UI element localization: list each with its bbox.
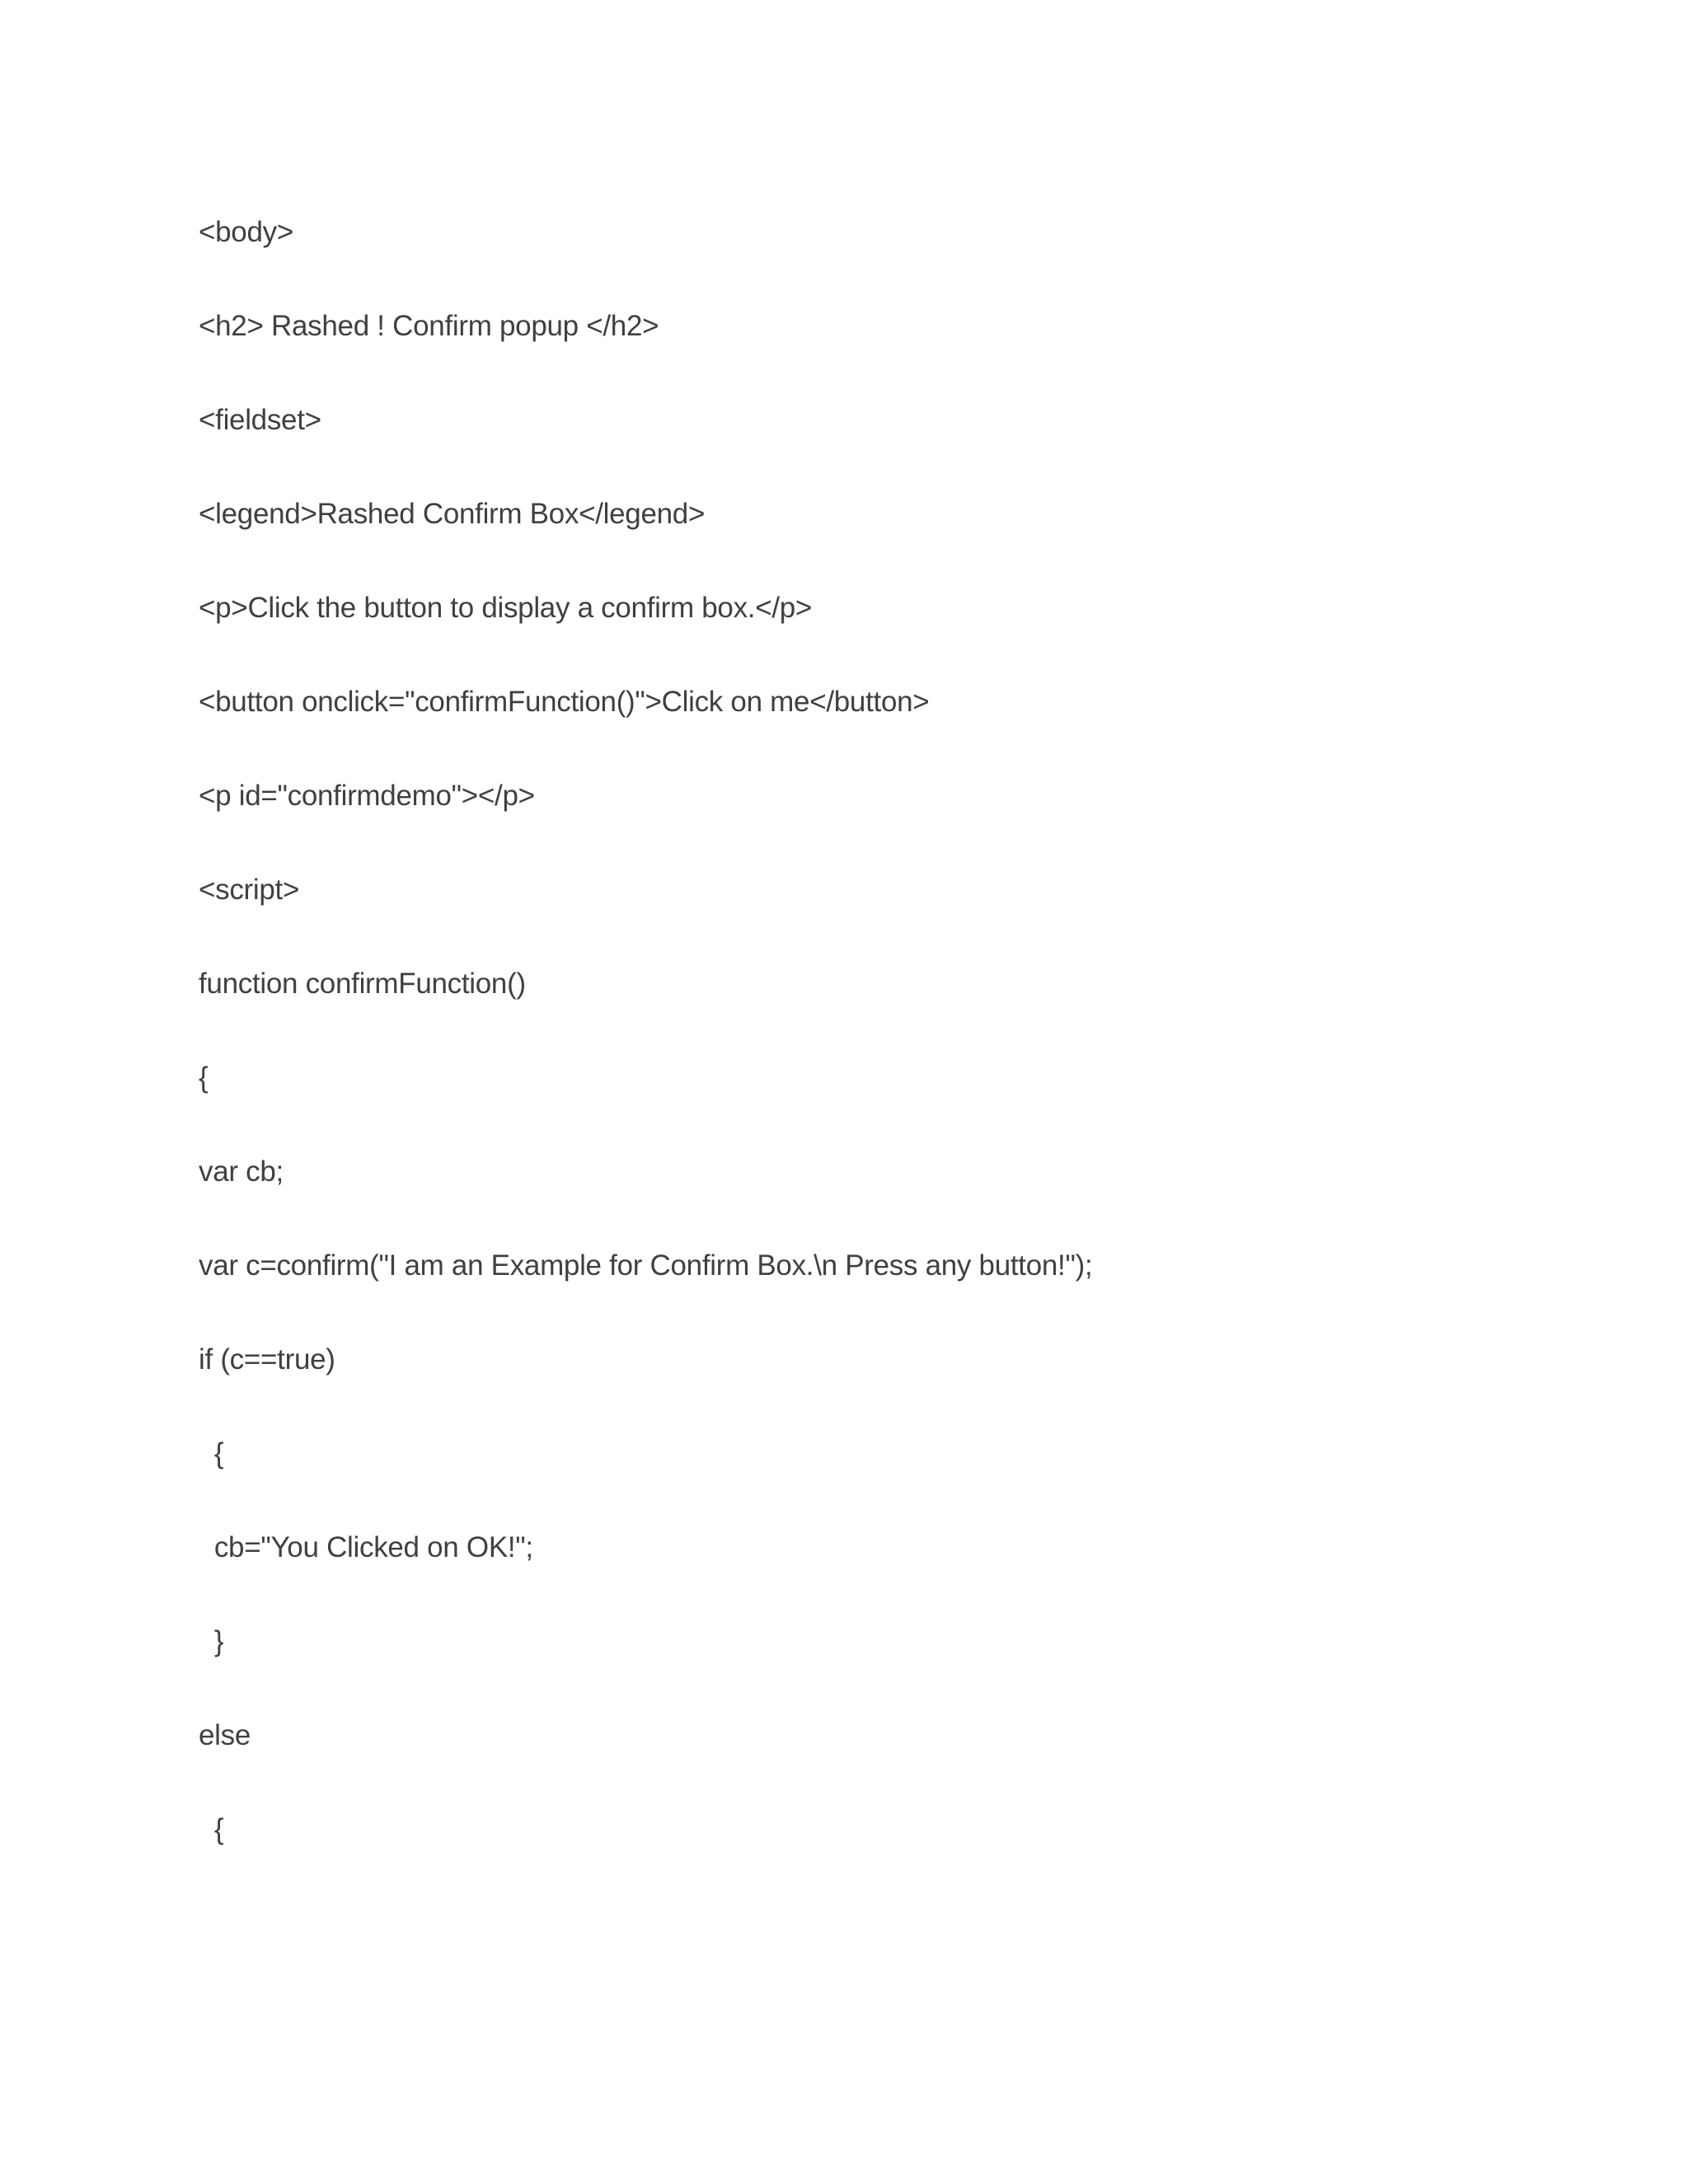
- code-line-15: cb="You Clicked on OK!";: [199, 1531, 533, 1563]
- code-line-3: <fieldset>: [199, 404, 321, 436]
- code-line-5: <p>Click the button to display a confirm box.</p>: [199, 592, 813, 624]
- code-line-9: function confirmFunction(): [199, 968, 526, 1000]
- code-line-18: {: [199, 1813, 224, 1845]
- code-line-12: var c=confirm("I am an Example for Confirm Box.\n Press any button!");: [199, 1249, 1093, 1282]
- code-line-2: <h2> Rashed ! Confirm popup </h2>: [199, 310, 659, 342]
- code-line-4: <legend>Rashed Confirm Box</legend>: [199, 498, 706, 530]
- code-line-17: else: [199, 1719, 251, 1751]
- code-line-16: }: [199, 1625, 224, 1657]
- code-line-11: var cb;: [199, 1155, 284, 1188]
- code-line-1: <body>: [199, 216, 293, 248]
- code-line-13: if (c==true): [199, 1343, 335, 1376]
- code-line-8: <script>: [199, 874, 300, 906]
- code-line-7: <p id="confirmdemo"></p>: [199, 780, 535, 812]
- code-line-6: <button onclick="confirmFunction()">Click on me</button>: [199, 686, 930, 718]
- code-line-14: {: [199, 1437, 224, 1469]
- code-line-10: {: [199, 1062, 209, 1094]
- code-listing: [199, 208, 1600, 1899]
